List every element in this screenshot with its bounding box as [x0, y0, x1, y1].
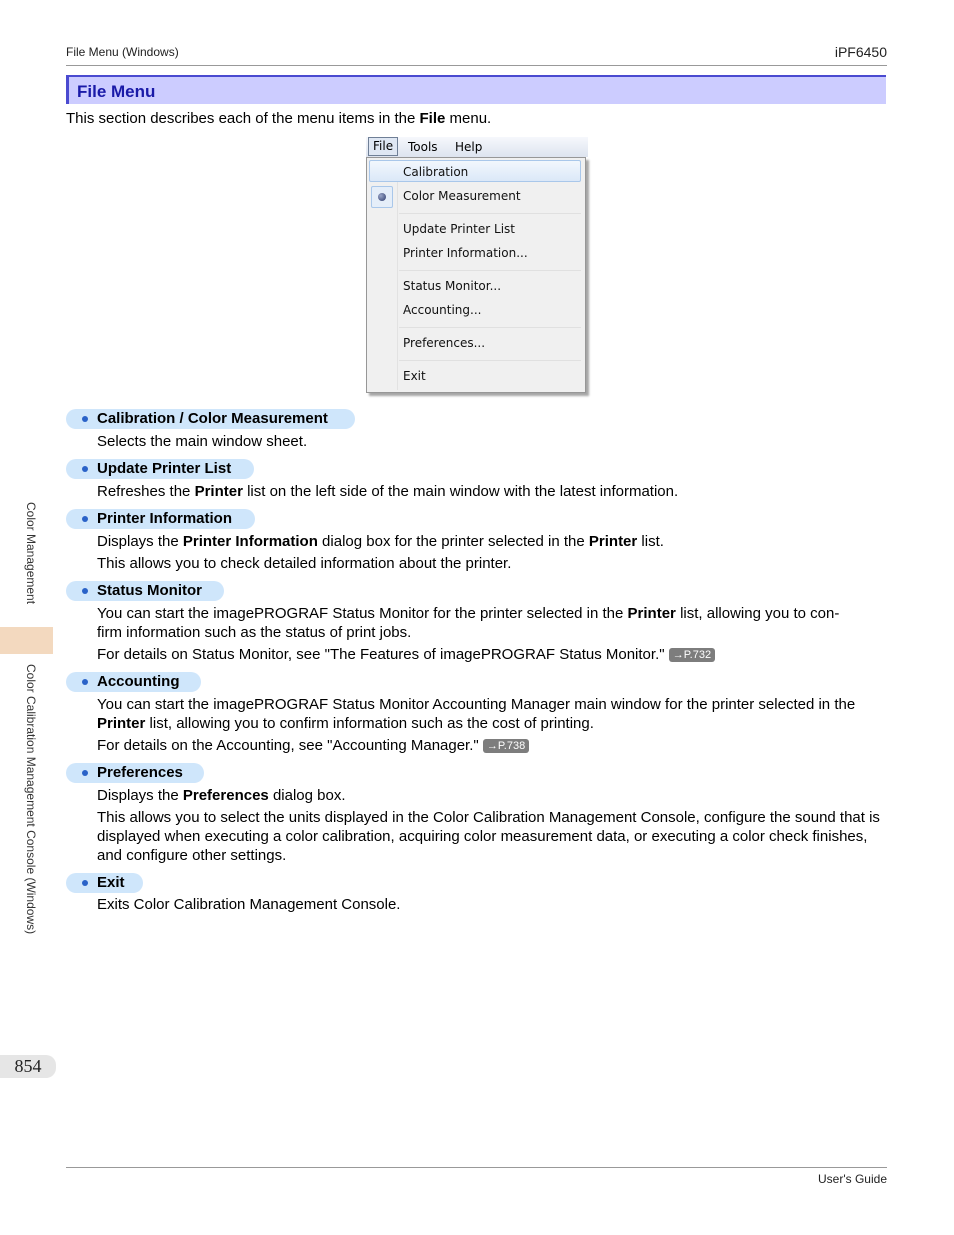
menu-item-preferences[interactable]: Preferences...: [403, 336, 486, 350]
file-menu-screenshot: [366, 137, 588, 395]
file-menu-dropdown: [366, 157, 586, 393]
text-run: Displays the: [97, 533, 183, 550]
menu-gutter: [397, 160, 398, 390]
entry-title: Preferences: [97, 764, 183, 781]
text-run: list, allowing you to confirm information such as the cost of printing.: [145, 715, 594, 732]
entry-title: Printer Information: [97, 510, 233, 527]
entry-heading-preferences: [66, 763, 204, 783]
side-tab-console: Color Calibration Management Console (Windows): [24, 664, 38, 935]
menu-bar-help[interactable]: Help: [455, 140, 483, 154]
bullet-icon: [82, 770, 88, 776]
text-run: You can start the imagePROGRAF Status Monitor for the printer selected in the: [97, 605, 628, 622]
text-run: Displays the: [97, 787, 183, 804]
entry-text: [97, 532, 889, 551]
entry-heading-calibration: [66, 409, 355, 429]
text-run: For details on Status Monitor, see "The Features of imagePROGRAF Status Monitor.": [97, 646, 669, 663]
menu-highlight: [369, 160, 581, 182]
menu-item-exit[interactable]: Exit: [403, 369, 426, 383]
bullet-icon: [82, 416, 88, 422]
menu-bar: [366, 137, 588, 157]
text-run: Refreshes the: [97, 483, 195, 500]
entry-text: [97, 695, 889, 733]
text-run: For details on the Accounting, see "Accounting Manager.": [97, 737, 483, 754]
section-title: File Menu: [77, 82, 156, 101]
bullet-icon: [82, 679, 88, 685]
entry-text: Exits Color Calibration Management Console.: [97, 896, 401, 913]
menu-item-calibration[interactable]: Calibration: [403, 165, 469, 179]
text-run: dialog box for the printer selected in the: [317, 533, 589, 550]
intro-pre: This section describes each of the menu items in the: [66, 110, 420, 127]
text-run: firm information such as the status of print jobs.: [97, 624, 412, 641]
side-tab-marker: [0, 627, 53, 654]
menu-item-status-monitor[interactable]: Status Monitor...: [403, 279, 502, 293]
entry-text: [97, 645, 889, 664]
radio-selected-icon: [378, 193, 386, 201]
bullet-icon: [82, 588, 88, 594]
menu-item-update-printer-list[interactable]: Update Printer List: [403, 222, 515, 236]
text-run: list.: [637, 533, 664, 550]
entry-title: Exit: [97, 874, 125, 891]
menu-bar-file[interactable]: File: [368, 137, 398, 156]
entry-text: This allows you to check detailed information about the printer.: [97, 555, 512, 572]
text-run: dialog box.: [268, 787, 346, 804]
intro-text: [66, 110, 491, 127]
menu-item-accounting[interactable]: Accounting...: [403, 303, 482, 317]
intro-post: menu.: [445, 110, 492, 127]
running-header-right: iPF6450: [834, 44, 887, 60]
entry-text: [97, 736, 889, 755]
menu-item-color-measurement[interactable]: Color Measurement: [403, 189, 521, 203]
text-bold: Preferences: [182, 787, 269, 804]
menu-separator: [399, 360, 581, 361]
menu-separator: [399, 327, 581, 328]
bullet-icon: [82, 516, 88, 522]
bullet-icon: [82, 466, 88, 472]
text-bold: Printer: [97, 715, 146, 732]
section-title-bar: [66, 75, 886, 104]
entry-heading-status-monitor: [66, 581, 224, 601]
entry-text: [97, 786, 889, 805]
intro-bold: File: [419, 110, 446, 127]
menu-item-printer-information[interactable]: Printer Information...: [403, 246, 528, 260]
text-bold: Printer: [627, 605, 676, 622]
text-bold: Printer Information: [182, 533, 318, 550]
entry-title: Accounting: [97, 673, 180, 690]
text-bold: Printer: [194, 483, 243, 500]
entry-text: This allows you to select the units displayed in the Color Calibration Management Console, configure the sound that is displayed when executing a color calibration, acquiring color measurement data, or executing a color check finishes, and configure other settings.: [97, 809, 880, 864]
menu-bar-tools[interactable]: Tools: [408, 140, 438, 154]
page-number: 854: [0, 1055, 56, 1078]
entry-title: Update Printer List: [97, 460, 232, 477]
entry-heading-update-printer-list: [66, 459, 254, 479]
running-footer-right: User's Guide: [818, 1172, 887, 1186]
entry-title: Calibration / Color Measurement: [97, 410, 328, 427]
entry-heading-printer-information: [66, 509, 255, 529]
side-tab-color-management: Color Management: [24, 502, 38, 605]
entry-text: [97, 604, 889, 642]
text-bold: Printer: [588, 533, 638, 550]
menu-separator: [399, 270, 581, 271]
header-rule: [66, 65, 887, 66]
entry-heading-accounting: [66, 672, 201, 692]
entry-text: Selects the main window sheet.: [97, 433, 308, 450]
footer-rule: [66, 1167, 887, 1168]
entry-title: Status Monitor: [97, 582, 202, 599]
entry-heading-exit: [66, 873, 143, 893]
bullet-icon: [82, 880, 88, 886]
menu-separator: [399, 213, 581, 214]
text-run: list on the left side of the main window with the latest information.: [242, 483, 679, 500]
page-link-738[interactable]: →P.738: [483, 739, 529, 753]
running-header-left: File Menu (Windows): [66, 45, 179, 59]
entry-text: [97, 482, 889, 501]
page-link-732[interactable]: →P.732: [669, 648, 715, 662]
text-run: You can start the imagePROGRAF Status Monitor Accounting Manager main window for the printer selected in the: [97, 696, 856, 713]
text-run: list, allowing you to con-: [675, 605, 840, 622]
